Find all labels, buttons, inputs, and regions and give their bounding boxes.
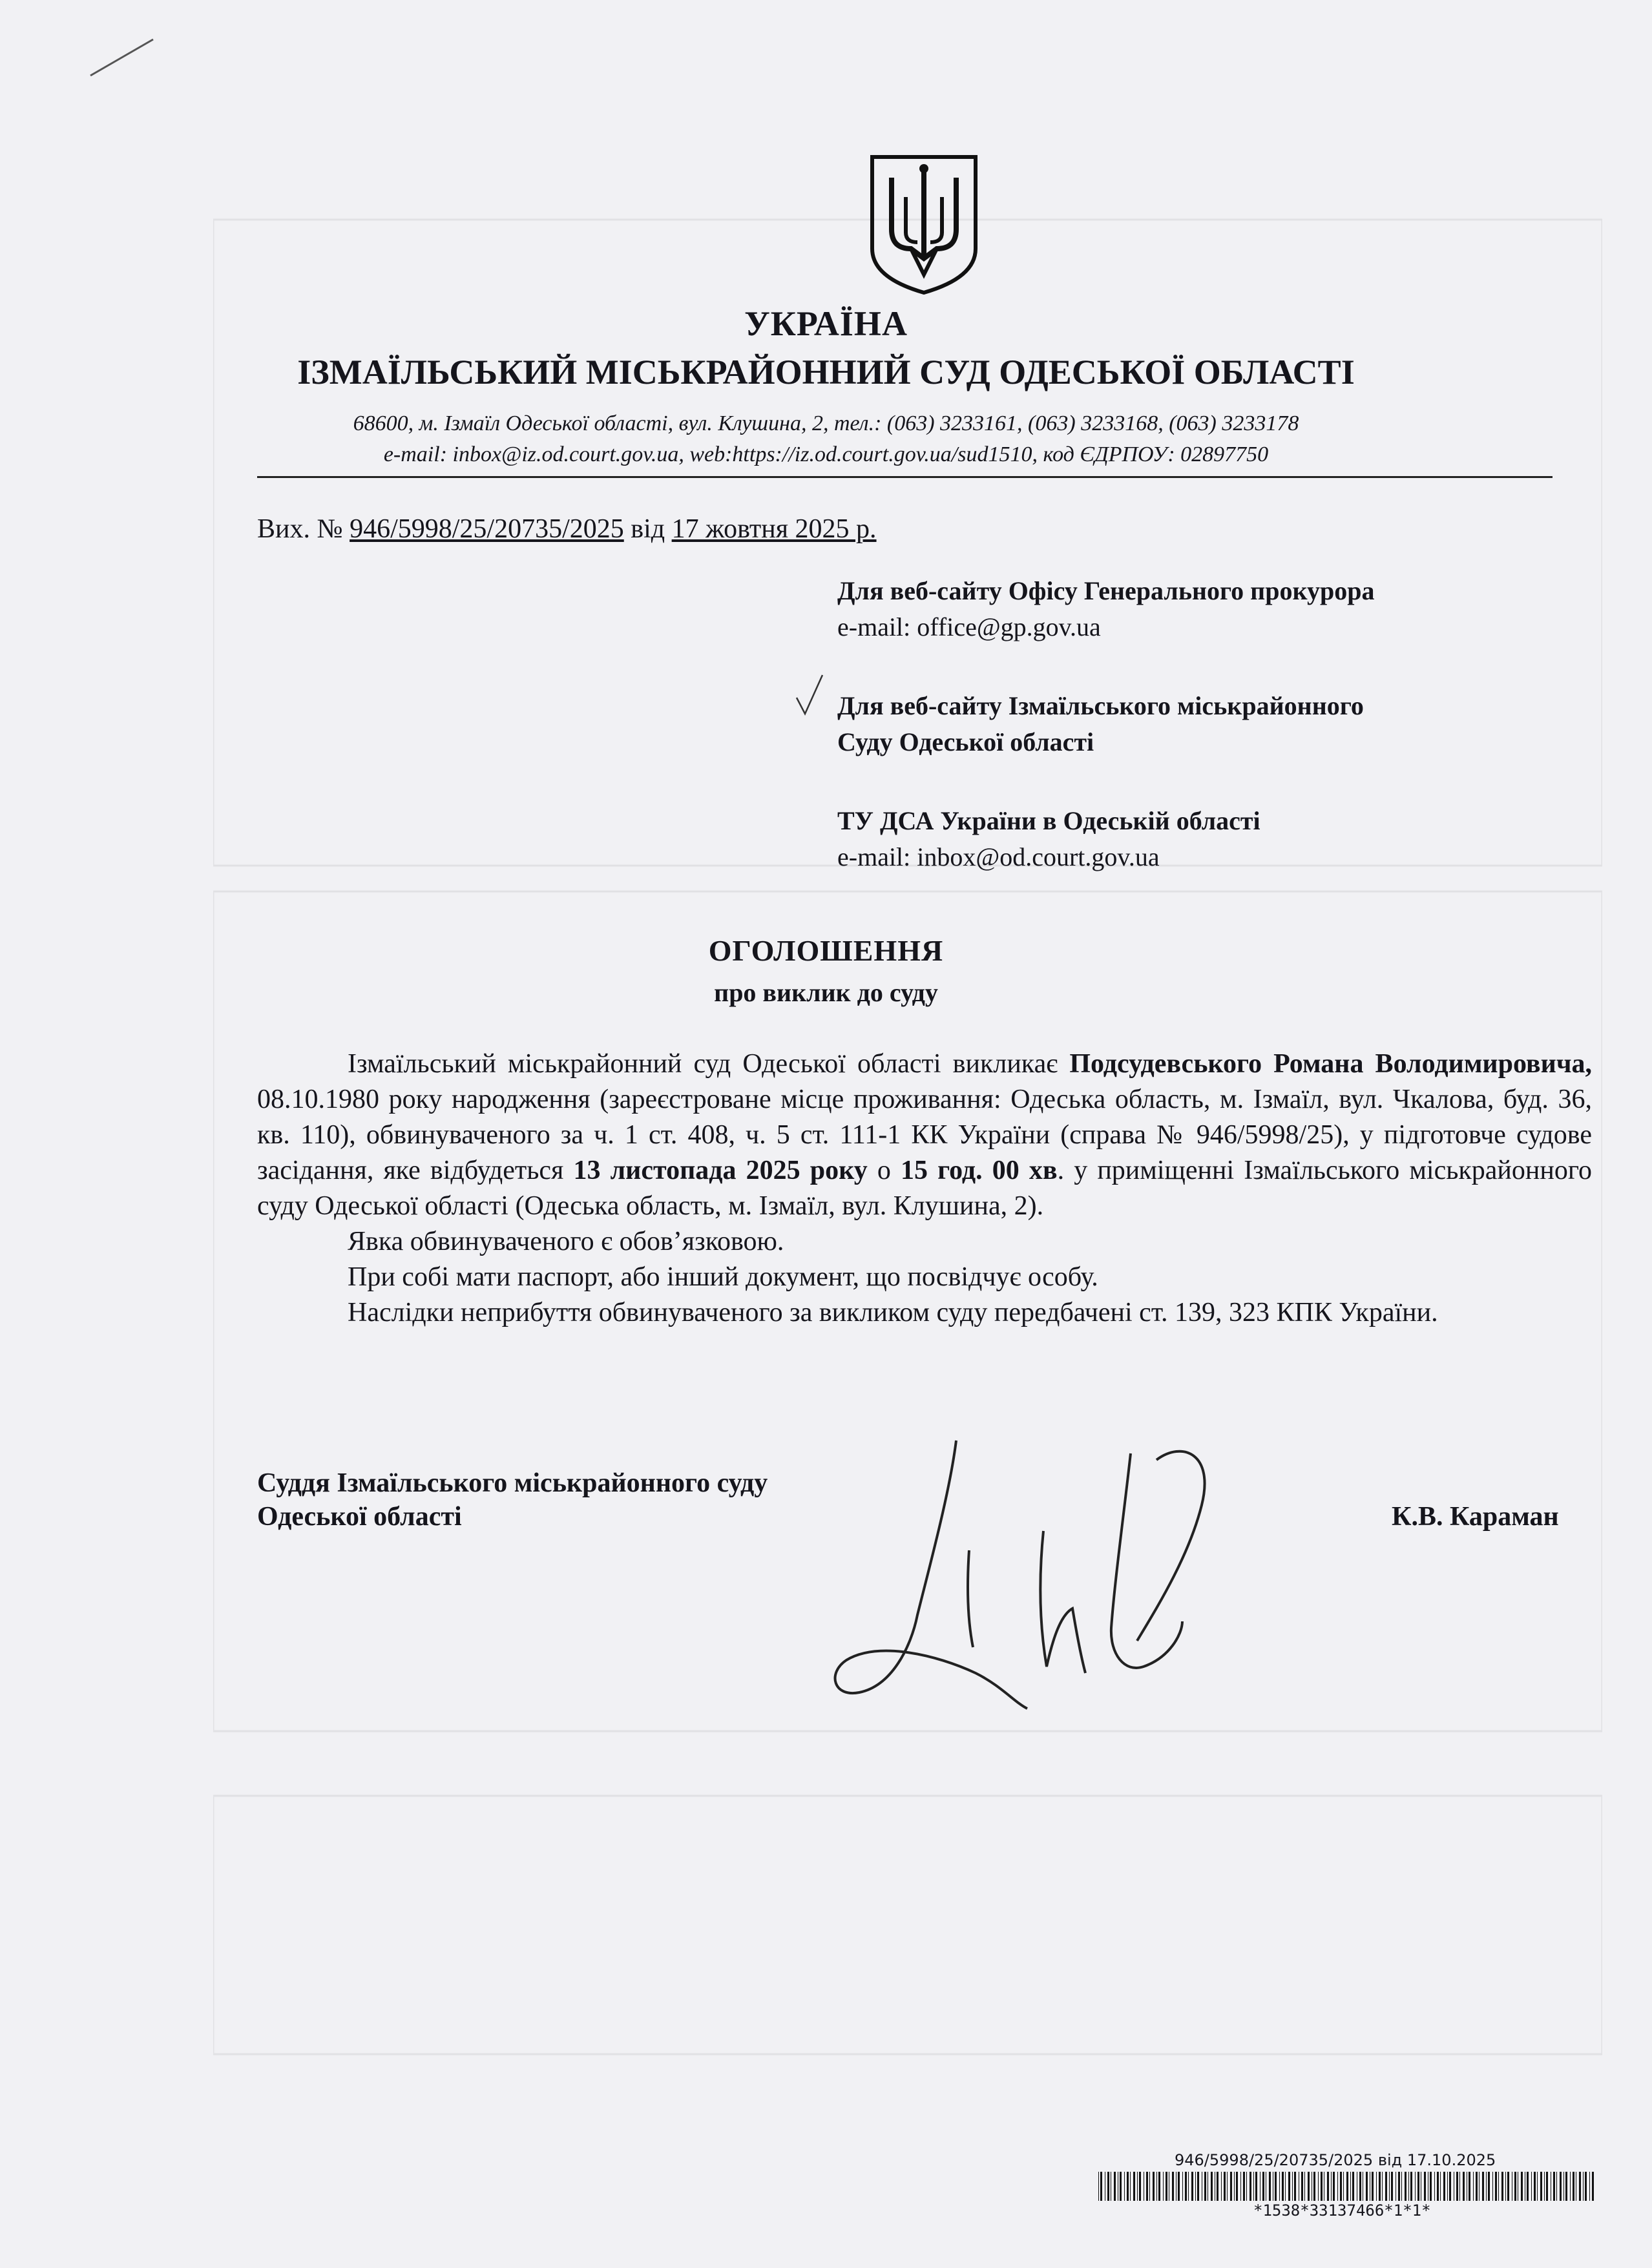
barcode-bar [1385, 2172, 1387, 2201]
barcode-bar [1531, 2172, 1532, 2201]
barcode-bar [1343, 2172, 1344, 2201]
barcode-bar [1107, 2172, 1109, 2201]
barcode-bar [1579, 2172, 1581, 2201]
barcode-bar [1294, 2172, 1296, 2201]
barcode-bar [1424, 2172, 1426, 2201]
barcode-bar [1507, 2172, 1509, 2201]
judge-title-line2: Одеської області [257, 1502, 462, 1532]
barcode-bar [1495, 2172, 1497, 2201]
recipient-title-cont: Суду Одеської області [837, 727, 1094, 756]
consequences-paragraph: Наслідки неприбуття обвинуваченого за викликом суду передбачені ст. 139, 323 КПК України. [348, 1298, 1438, 1327]
barcode-bar [1434, 2172, 1435, 2201]
barcode-bar [1415, 2172, 1416, 2201]
barcode-bar [1292, 2172, 1293, 2201]
text-span: 08.10.1980 року народження (зареєстроване місце проживання: Одеська область, м. Ізмаїл, вул. Чкалова, буд. 36, кв. 110), обвинуваченого за ч. 1 ст. 408, ч. 5 ст. 111-1 КК України (справа № 946/5998/25), у підготовче судове засідання, яке відбудеться [257, 1085, 1592, 1185]
barcode-bar [1230, 2172, 1232, 2201]
barcode-bar [1505, 2172, 1506, 2201]
barcode-bar [1476, 2172, 1478, 2201]
barcode-bar [1366, 2172, 1368, 2201]
barcode-bar [1240, 2172, 1241, 2201]
defendant-name: Подсудевського Романа Володимировича, [1069, 1049, 1593, 1079]
barcode-bar [1327, 2172, 1329, 2201]
barcode-bar [1443, 2172, 1445, 2201]
barcode-bar [1469, 2172, 1470, 2201]
announcement-subtitle: про виклик до суду [714, 978, 938, 1007]
barcode-bar [1521, 2172, 1523, 2201]
barcode-bar [1556, 2172, 1557, 2201]
barcode-bar [1449, 2172, 1451, 2201]
recipient-email: e-mail: inbox@od.court.gov.ua [837, 842, 1160, 871]
barcode-bar [1537, 2172, 1538, 2201]
barcode-bar [1410, 2172, 1412, 2201]
barcode-bar [1285, 2172, 1286, 2201]
barcode-bar [1447, 2172, 1448, 2201]
barcode-bar [1282, 2172, 1284, 2201]
barcode-bar [1546, 2172, 1548, 2201]
recipient-block [837, 803, 1260, 875]
recipient-title: ТУ ДСА України в Одеській області [837, 806, 1260, 835]
recipient-block [837, 573, 1374, 645]
barcode-bar [1243, 2172, 1245, 2201]
barcode-bar [1391, 2172, 1393, 2201]
barcode-bar [1246, 2172, 1247, 2201]
country-heading: УКРАЇНА [744, 304, 908, 343]
barcode-bar [1321, 2172, 1323, 2201]
barcode-bar [1352, 2172, 1354, 2201]
text-span: . у приміщенні Ізмаїльського міськрайонного суду Одеської області (Одеська область, м. Ізмаїл, вул. Клушина, 2). [257, 1156, 1593, 1221]
barcode-bar [1488, 2172, 1490, 2201]
barcode-bar [1463, 2172, 1465, 2201]
barcode-bar [1211, 2172, 1213, 2201]
barcode-bar [1182, 2172, 1183, 2201]
barcode-bar [1372, 2172, 1374, 2201]
pen-stroke-mark [87, 36, 158, 81]
recipient-email: e-mail: office@gp.gov.ua [837, 612, 1101, 641]
barcode-bar [1492, 2172, 1493, 2201]
barcode-bar [1163, 2172, 1164, 2201]
barcode-bar [1137, 2172, 1138, 2201]
barcode-bar [1234, 2172, 1235, 2201]
barcode-bar [1514, 2172, 1516, 2201]
barcode-bar [1133, 2172, 1135, 2201]
barcode-bar [1098, 2172, 1099, 2201]
barcode-bar [1430, 2172, 1432, 2201]
announcement-body [257, 1046, 1592, 1331]
barcode-bar [1540, 2172, 1542, 2201]
barcode-bar [1255, 2172, 1257, 2201]
barcode-bar [1318, 2172, 1319, 2201]
barcode-bar [1146, 2172, 1148, 2201]
barcode-bar [1139, 2172, 1141, 2201]
barcode-bar [1221, 2172, 1222, 2201]
barcode-bar [1563, 2172, 1564, 2201]
registration-barcode [1098, 2172, 1596, 2201]
announcement-title: ОГОЛОШЕННЯ [708, 934, 944, 967]
barcode-bar [1340, 2172, 1342, 2201]
barcode-bar [1166, 2172, 1167, 2201]
text-span: о [867, 1156, 901, 1185]
barcode-bar [1249, 2172, 1251, 2201]
barcode-bar [1253, 2172, 1254, 2201]
barcode-bar [1275, 2172, 1277, 2201]
barcode-bar [1124, 2172, 1125, 2201]
barcode-bar [1405, 2172, 1406, 2201]
barcode-bar [1158, 2172, 1160, 2201]
summons-paragraph [257, 1046, 1592, 1224]
barcode-bar [1456, 2172, 1458, 2201]
barcode-bar [1236, 2172, 1238, 2201]
barcode-bar [1100, 2172, 1102, 2201]
handwritten-checkmark [793, 672, 826, 717]
outgoing-from-word: від [631, 514, 665, 544]
barcode-bar [1191, 2172, 1193, 2201]
barcode-bar [1337, 2172, 1338, 2201]
barcode-bar [1498, 2172, 1499, 2201]
barcode-bar [1197, 2172, 1199, 2201]
judge-name: К.В. Караман [1392, 1502, 1559, 1532]
barcode-bar [1570, 2172, 1571, 2201]
barcode-bar [1185, 2172, 1187, 2201]
barcode-bar [1269, 2172, 1271, 2201]
barcode-bar [1401, 2172, 1402, 2201]
handwritten-signature [821, 1415, 1247, 1712]
barcode-bar [1473, 2172, 1474, 2201]
outgoing-prefix: Вих. № [257, 514, 343, 544]
recipient-block [837, 688, 1364, 760]
barcode-bar [1437, 2172, 1439, 2201]
barcode-bar [1172, 2172, 1174, 2201]
hearing-time: 15 год. 00 хв [900, 1156, 1058, 1185]
barcode-bar [1304, 2172, 1305, 2201]
hearing-date: 13 листопада 2025 року [573, 1156, 868, 1185]
barcode-bar [1359, 2172, 1361, 2201]
attendance-paragraph: Явка обвинуваченого є обов’язковою. [348, 1227, 784, 1256]
court-contacts: e-mail: inbox@iz.od.court.gov.ua, web:https://iz.od.court.gov.ua/sud1510, код ЄДРПОУ: 02897750 [383, 442, 1269, 466]
barcode-bar [1149, 2172, 1150, 2201]
barcode-bar [1153, 2172, 1155, 2201]
barcode-bar [1583, 2172, 1584, 2201]
outgoing-date: 17 жовтня 2025 р. [671, 514, 877, 544]
barcode-bar [1350, 2172, 1351, 2201]
barcode-bar [1379, 2172, 1381, 2201]
barcode-bar [1262, 2172, 1264, 2201]
barcode-bar [1156, 2172, 1157, 2201]
barcode-bar [1288, 2172, 1290, 2201]
barcode-bar [1553, 2172, 1555, 2201]
barcode-bar [1560, 2172, 1562, 2201]
barcode-bar [1376, 2172, 1377, 2201]
barcode-bar [1486, 2172, 1487, 2201]
barcode-bar [1382, 2172, 1383, 2201]
barcode-bar [1279, 2172, 1280, 2201]
barcode-bar [1120, 2172, 1122, 2201]
barcode-bar [1346, 2172, 1348, 2201]
barcode-bar [1389, 2172, 1390, 2201]
barcode-bar [1482, 2172, 1484, 2201]
judge-title-line1: Суддя Ізмаїльського міськрайонного суду [257, 1468, 768, 1498]
barcode-bar [1188, 2172, 1189, 2201]
barcode-bar [1130, 2172, 1131, 2201]
barcode-bar [1527, 2172, 1529, 2201]
header-divider [257, 476, 1553, 478]
barcode-bar [1565, 2172, 1567, 2201]
barcode-bar [1333, 2172, 1335, 2201]
text-span: Ізмаїльський міськрайонний суд Одеської області викликає [348, 1049, 1070, 1079]
barcode-bar [1408, 2172, 1409, 2201]
barcode-bar [1417, 2172, 1419, 2201]
barcode-bar [1459, 2172, 1460, 2201]
court-name-heading: ІЗМАЇЛЬСЬКИЙ МІСЬКРАЙОННИЙ СУД ОДЕСЬКОЇ ОБЛАСТІ [297, 353, 1355, 391]
barcode-bar [1195, 2172, 1196, 2201]
outgoing-number: 946/5998/25/20735/2025 [350, 514, 624, 544]
barcode-bar [1217, 2172, 1218, 2201]
barcode-bar [1178, 2172, 1180, 2201]
barcode-bar [1204, 2172, 1206, 2201]
coat-of-arms-trident-emblem [866, 152, 982, 297]
recipient-title: Для веб-сайту Офісу Генерального прокурора [837, 576, 1375, 605]
barcode-bar [1114, 2172, 1116, 2201]
court-address: 68600, м. Ізмаїл Одеської області, вул. Клушина, 2, тел.: (063) 3233161, (063) 3233168, (063) 3233178 [353, 411, 1299, 435]
barcode-bar [1592, 2172, 1594, 2201]
registration-stamp-text: 946/5998/25/20735/2025 від 17.10.2025 [1175, 2151, 1496, 2169]
barcode-number: *1538*33137466*1*1* [1253, 2201, 1431, 2220]
barcode-bar [1589, 2172, 1590, 2201]
barcode-bar [1227, 2172, 1228, 2201]
barcode-bar [1544, 2172, 1545, 2201]
recipient-title: Для веб-сайту Ізмаїльського міськрайонного [837, 691, 1364, 720]
barcode-bar [1440, 2172, 1441, 2201]
barcode-bar [1585, 2172, 1587, 2201]
barcode-bar [1127, 2172, 1129, 2201]
barcode-bar [1398, 2172, 1400, 2201]
barcode-bar [1301, 2172, 1303, 2201]
documents-paragraph: При собі мати паспорт, або інший документ, що посвідчує особу. [348, 1262, 1098, 1292]
barcode-bar [1308, 2172, 1310, 2201]
outgoing-number-line [257, 514, 877, 545]
barcode-bar [1573, 2172, 1574, 2201]
barcode-bar [1534, 2172, 1536, 2201]
barcode-bar [1331, 2172, 1332, 2201]
barcode-bar [1313, 2172, 1315, 2201]
barcode-bar [1224, 2172, 1226, 2201]
barcode-bar [1501, 2172, 1503, 2201]
